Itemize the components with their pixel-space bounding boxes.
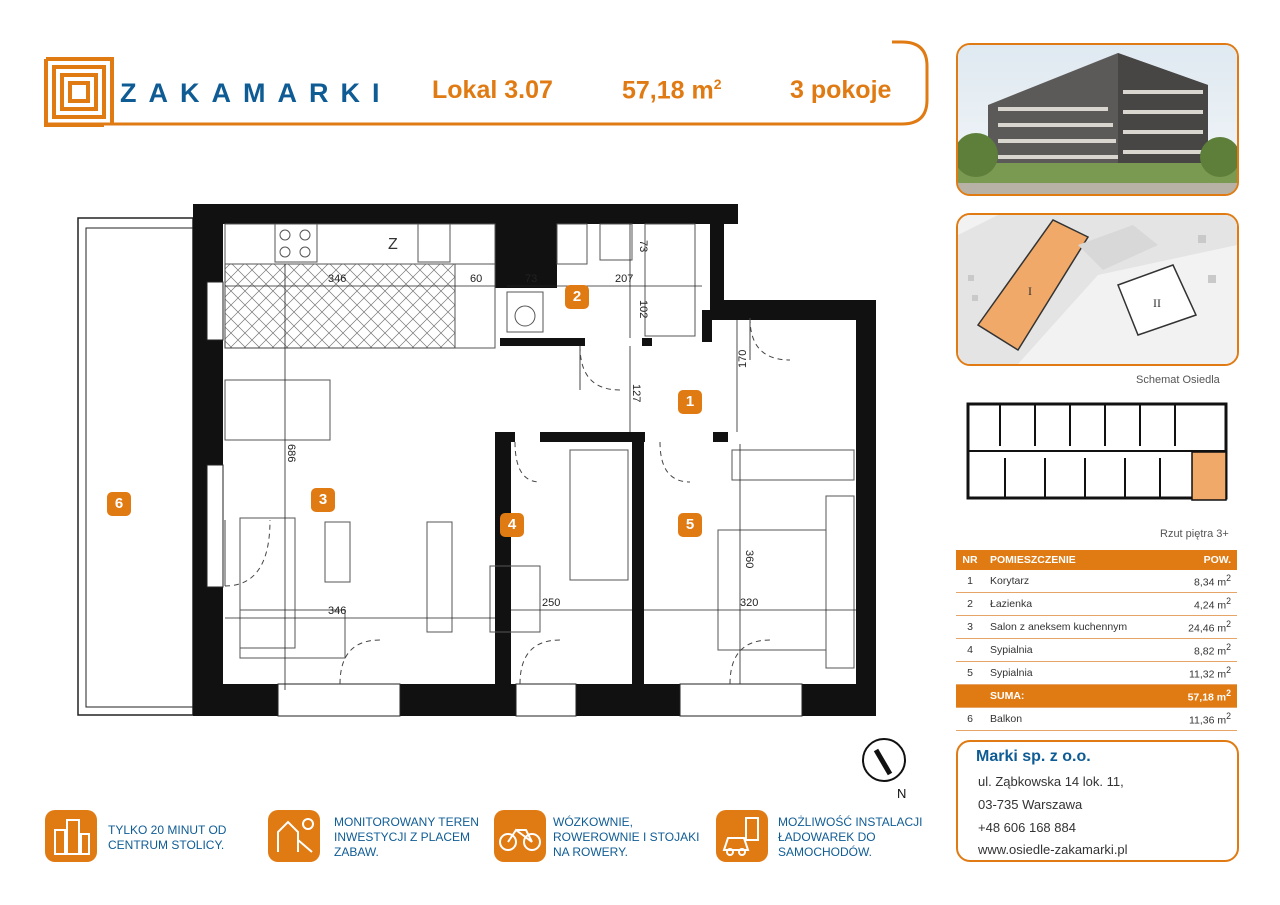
- company-street: ul. Ząbkowska 14 lok. 11,: [978, 774, 1124, 789]
- row-name: Balkon: [984, 708, 1168, 731]
- table-row: [956, 593, 1237, 616]
- sum-label: SUMA:: [984, 685, 1168, 708]
- dim-250: 250: [542, 597, 561, 609]
- floor-plan: [70, 200, 880, 720]
- dim-60: 60: [470, 273, 483, 285]
- feature-text-3: WÓZKOWNIE, ROWEROWNIE I STOJAKI NA ROWERY.: [553, 815, 700, 859]
- company-city: 03-735 Warszawa: [978, 797, 1083, 812]
- company-name: Marki sp. z o.o.: [976, 748, 1091, 765]
- dim-73-a: 73: [525, 273, 538, 285]
- bicycle-icon: [494, 810, 546, 862]
- row-nr: 1: [956, 570, 984, 593]
- header-room: POMIESZCZENIE: [984, 550, 1168, 570]
- company-phone[interactable]: +48 606 168 884: [978, 820, 1076, 835]
- room-area-table: [956, 550, 1237, 731]
- row-name: Sypialnia: [984, 639, 1168, 662]
- row-name: Korytarz: [984, 570, 1168, 593]
- building-render-image: [958, 45, 1237, 194]
- north-label: N: [897, 786, 907, 801]
- feature-text-2: MONITOROWANY TEREN INWESTYCJI Z PLACEM ZABAW.: [334, 815, 479, 859]
- row-area: 24,46 $m^2$: [1168, 616, 1237, 639]
- ev-charger-icon: [716, 810, 768, 862]
- brand-name: ZAKAMARKI: [120, 78, 392, 108]
- dim-320: 320: [740, 597, 759, 609]
- dim-686: 686: [285, 444, 297, 463]
- room-count: 3 pokoje: [790, 76, 892, 104]
- row-nr: 4: [956, 639, 984, 662]
- site-plan-map: [958, 215, 1237, 364]
- room-badge-3: 3: [311, 488, 335, 512]
- feature-text-4: MOŻLIWOŚĆ INSTALACJI ŁADOWAREK DO SAMOCHODÓW.: [778, 815, 923, 859]
- balcony-outline: [78, 218, 193, 715]
- company-contact-box: [956, 740, 1239, 862]
- floor-key-plan: [960, 396, 1232, 506]
- dim-127: 127: [630, 384, 642, 403]
- row-area: 11,36 $m^2$: [1168, 708, 1237, 731]
- dim-102: 102: [637, 300, 649, 319]
- company-website[interactable]: www.osiedle-zakamarki.pl: [978, 842, 1128, 857]
- table-row: [956, 639, 1237, 662]
- site-plan: [956, 213, 1239, 366]
- row-nr: 3: [956, 616, 984, 639]
- unit-number: Lokal 3.07: [432, 76, 553, 104]
- row-area: 11,32 $m^2$: [1168, 662, 1237, 685]
- playground-icon: [268, 810, 320, 862]
- dim-207: 207: [615, 273, 634, 285]
- sum-area: 57,18 $m^2$: [1168, 685, 1237, 708]
- fridge-mark: Z: [388, 236, 398, 253]
- header-nr: NR: [956, 550, 984, 570]
- row-area: 8,82 $m^2$: [1168, 639, 1237, 662]
- room-badge-5: 5: [678, 513, 702, 537]
- site-building-1-label: I: [1028, 284, 1032, 298]
- table-row: [956, 662, 1237, 685]
- table-row: [956, 616, 1237, 639]
- feature-text-1: TYLKO 20 MINUT OD CENTRUM STOLICY.: [108, 823, 227, 852]
- site-building-2-label: II: [1153, 296, 1161, 310]
- table-header-row: [956, 550, 1237, 570]
- dim-360: 360: [743, 550, 755, 569]
- row-nr: 6: [956, 708, 984, 731]
- row-name: Sypialnia: [984, 662, 1168, 685]
- dim-346-top: 346: [328, 273, 347, 285]
- row-name: Łazienka: [984, 593, 1168, 616]
- dim-346-bottom: 346: [328, 605, 347, 617]
- room-badge-4: 4: [500, 513, 524, 537]
- header-area: POW.: [1168, 550, 1237, 570]
- row-nr: 2: [956, 593, 984, 616]
- zakamarki-logo-icon: [44, 57, 114, 127]
- row-nr: 5: [956, 662, 984, 685]
- table-row: [956, 570, 1237, 593]
- row-area: 8,34 $m^2$: [1168, 570, 1237, 593]
- city-buildings-icon: [45, 810, 97, 862]
- room-badge-6: 6: [107, 492, 131, 516]
- dim-170: 170: [737, 349, 749, 368]
- table-sum-row: [956, 685, 1237, 708]
- row-name: Salon z aneksem kuchennym: [984, 616, 1168, 639]
- building-render: [956, 43, 1239, 196]
- room-badge-1: 1: [678, 390, 702, 414]
- dim-73-b: 73: [637, 240, 649, 253]
- floor-plan-caption: Rzut piętra 3+: [1160, 528, 1229, 540]
- unit-area: 57,18 $m^2$: [622, 76, 722, 105]
- table-row-balcony: [956, 708, 1237, 731]
- estate-scheme-caption: Schemat Osiedla: [1136, 374, 1220, 386]
- row-area: 4,24 $m^2$: [1168, 593, 1237, 616]
- room-badge-2: 2: [565, 285, 589, 309]
